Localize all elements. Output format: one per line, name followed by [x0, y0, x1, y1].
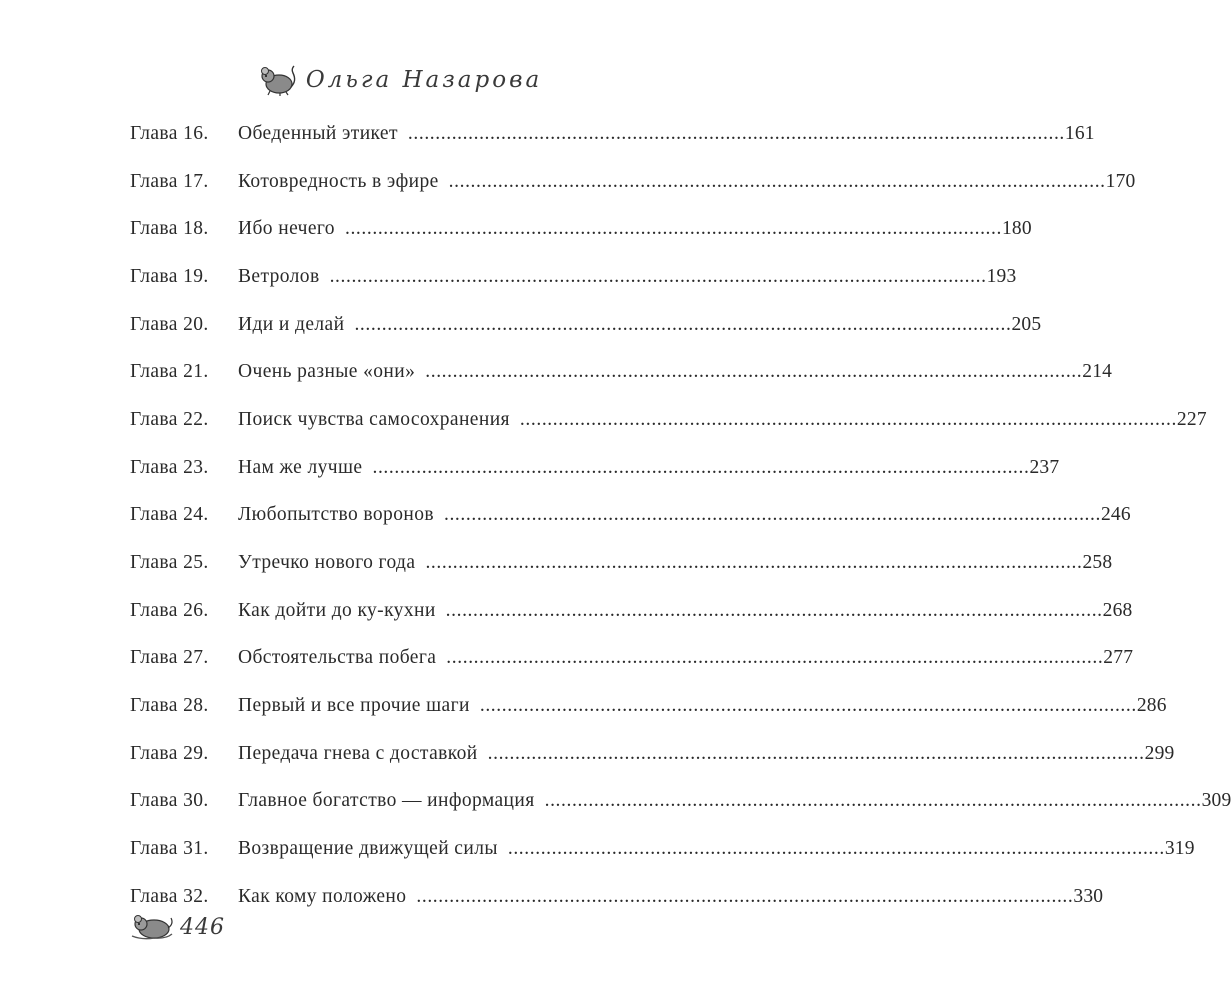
chapter-title: Утречко нового года: [238, 552, 416, 574]
chapter-label: Глава 30.: [130, 790, 209, 812]
toc-entry: [130, 205, 1032, 253]
chapter-label: Глава 25.: [130, 552, 209, 574]
chapter-title: Передача гнева с доставкой: [238, 742, 478, 764]
chapter-title: Первый и все прочие шаги: [238, 695, 470, 717]
chapter-title: Главное богатство — информация: [238, 790, 535, 812]
chapter-label: Глава 16.: [130, 122, 209, 144]
toc-entry: [130, 587, 1133, 635]
chapter-title: Обеденный этикет: [238, 122, 398, 144]
running-header: [0, 58, 800, 102]
toc-entry: [130, 158, 1136, 206]
toc-entry: [130, 253, 1017, 301]
dot-leader: ........................................................................................................................: [354, 313, 1012, 335]
chapter-page-number: 319: [1164, 838, 1195, 860]
chapter-title: Как дойти до ку-кухни: [238, 599, 436, 621]
chapter-page-number: 330: [1073, 885, 1104, 907]
dot-leader: ........................................................................................................................: [329, 265, 987, 287]
dot-leader: ........................................................................................................................: [519, 408, 1177, 430]
dot-leader: ........................................................................................................................: [446, 647, 1104, 669]
dot-leader: ........................................................................................................................: [544, 790, 1202, 812]
toc-entry: [130, 682, 1167, 730]
chapter-label: Глава 19.: [130, 265, 209, 287]
page-footer: [128, 912, 225, 942]
chapter-page-number: 161: [1064, 122, 1095, 144]
author-name: Ольга Назарова: [305, 67, 543, 93]
dot-leader: ........................................................................................................................: [487, 742, 1145, 764]
dot-leader: ........................................................................................................................: [344, 218, 1002, 240]
toc-entry: [130, 444, 1060, 492]
chapter-page-number: 227: [1176, 408, 1207, 430]
dot-leader: ........................................................................................................................: [425, 552, 1083, 574]
chapter-title: Обстоятельства побега: [238, 647, 437, 669]
chapter-title: Котовредность в эфире: [238, 170, 439, 192]
chapter-page-number: 180: [1001, 218, 1032, 240]
dot-leader: ........................................................................................................................: [479, 695, 1137, 717]
toc-entry: [130, 539, 1113, 587]
chapter-title: Любопытство воронов: [238, 504, 434, 526]
chapter-label: Глава 27.: [130, 647, 209, 669]
chapter-page-number: 246: [1100, 504, 1131, 526]
toc-entry: [130, 492, 1131, 540]
chapter-title: Возвращение движущей силы: [238, 838, 498, 860]
chapter-page-number: 258: [1082, 552, 1113, 574]
chapter-label: Глава 31.: [130, 838, 209, 860]
mouse-footer-icon: [128, 912, 174, 942]
toc-entry: [130, 730, 1175, 778]
toc-entry: [130, 396, 1207, 444]
dot-leader: ........................................................................................................................: [425, 361, 1083, 383]
chapter-title: Ветролов: [238, 265, 320, 287]
chapter-label: Глава 18.: [130, 218, 209, 240]
chapter-label: Глава 24.: [130, 504, 209, 526]
dot-leader: ........................................................................................................................: [443, 504, 1101, 526]
page-number: 446: [180, 914, 225, 940]
dot-leader: ........................................................................................................................: [372, 456, 1030, 478]
chapter-label: Глава 21.: [130, 361, 209, 383]
chapter-label: Глава 23.: [130, 456, 209, 478]
dot-leader: ........................................................................................................................: [448, 170, 1106, 192]
chapter-label: Глава 20.: [130, 313, 209, 335]
chapter-title: Очень разные «они»: [238, 361, 416, 383]
table-of-contents: [130, 110, 1231, 921]
chapter-page-number: 268: [1102, 599, 1133, 621]
toc-entry: [130, 635, 1134, 683]
chapter-page-number: 170: [1105, 170, 1136, 192]
toc-entry: [130, 301, 1042, 349]
chapter-page-number: 309: [1201, 790, 1231, 812]
chapter-label: Глава 17.: [130, 170, 209, 192]
toc-entry: [130, 778, 1231, 826]
dot-leader: ........................................................................................................................: [507, 838, 1165, 860]
chapter-title: Как кому положено: [238, 885, 407, 907]
dot-leader: ........................................................................................................................: [407, 122, 1065, 144]
chapter-label: Глава 26.: [130, 599, 209, 621]
chapter-page-number: 277: [1103, 647, 1134, 669]
dot-leader: ........................................................................................................................: [445, 599, 1103, 621]
chapter-label: Глава 28.: [130, 695, 209, 717]
chapter-title: Иди и делай: [238, 313, 345, 335]
toc-entry: [130, 825, 1195, 873]
chapter-page-number: 214: [1082, 361, 1113, 383]
chapter-page-number: 193: [986, 265, 1017, 287]
chapter-page-number: 299: [1144, 742, 1175, 764]
dot-leader: ........................................................................................................................: [416, 885, 1074, 907]
toc-entry: [130, 110, 1095, 158]
chapter-label: Глава 22.: [130, 408, 209, 430]
chapter-title: Ибо нечего: [238, 218, 335, 240]
chapter-label: Глава 29.: [130, 742, 209, 764]
chapter-title: Нам же лучше: [238, 456, 363, 478]
toc-entry: [130, 348, 1113, 396]
chapter-title: Поиск чувства самосохранения: [238, 408, 510, 430]
chapter-label: Глава 32.: [130, 885, 209, 907]
chapter-page-number: 205: [1011, 313, 1042, 335]
chapter-page-number: 237: [1029, 456, 1060, 478]
chapter-page-number: 286: [1136, 695, 1167, 717]
mouse-ornament-icon: [258, 63, 298, 97]
